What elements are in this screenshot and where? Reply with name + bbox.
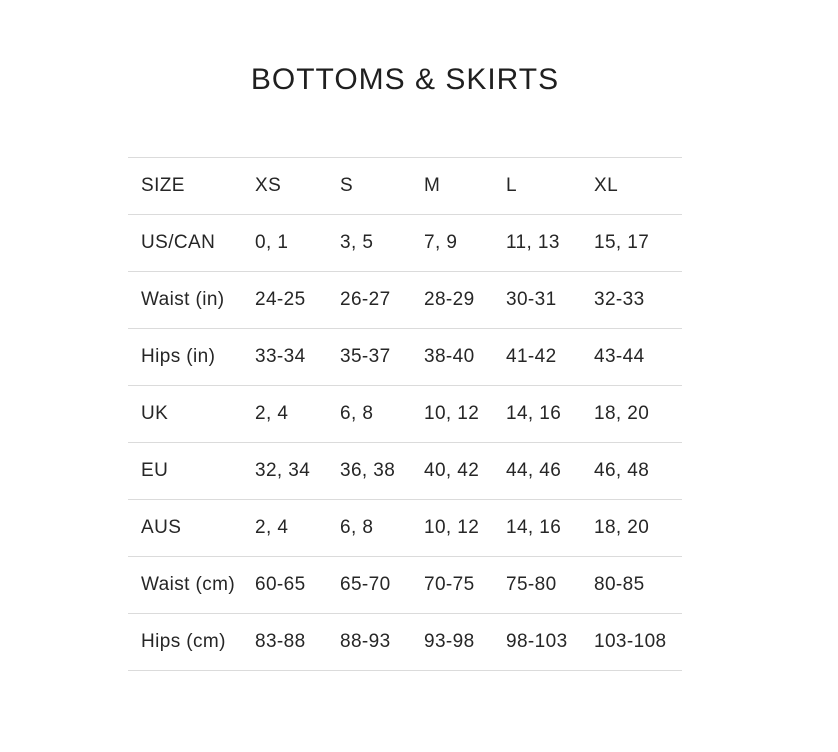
table-row [128,443,682,500]
table-cell: 14, 16 [506,386,594,443]
table-cell: 35-37 [340,329,424,386]
table-cell: 75-80 [506,557,594,614]
row-label: EU [128,443,255,500]
table-cell: 43-44 [594,329,682,386]
column-header-m: M [424,158,506,215]
size-chart-table [128,157,682,671]
table-cell: 60-65 [255,557,340,614]
table-cell: 32, 34 [255,443,340,500]
table-cell: 2, 4 [255,500,340,557]
table-cell: 18, 20 [594,386,682,443]
table-cell: 15, 17 [594,215,682,272]
table-cell: 98-103 [506,614,594,671]
table-cell: 6, 8 [340,386,424,443]
table-cell: 6, 8 [340,500,424,557]
table-cell: 18, 20 [594,500,682,557]
table-cell: 0, 1 [255,215,340,272]
table-cell: 83-88 [255,614,340,671]
table-cell: 41-42 [506,329,594,386]
table-row [128,215,682,272]
table-cell: 24-25 [255,272,340,329]
table-row [128,386,682,443]
table-cell: 33-34 [255,329,340,386]
row-label: US/CAN [128,215,255,272]
table-cell: 11, 13 [506,215,594,272]
column-header-l: L [506,158,594,215]
table-cell: 14, 16 [506,500,594,557]
table-cell: 80-85 [594,557,682,614]
row-label: Hips (cm) [128,614,255,671]
table-row [128,500,682,557]
row-label: Hips (in) [128,329,255,386]
column-header-s: S [340,158,424,215]
size-guide-content [128,0,682,671]
table-cell: 40, 42 [424,443,506,500]
row-label: Waist (cm) [128,557,255,614]
column-header-xs: XS [255,158,340,215]
table-cell: 10, 12 [424,386,506,443]
table-cell: 2, 4 [255,386,340,443]
table-row [128,272,682,329]
page-title: BOTTOMS & SKIRTS [250,63,560,96]
table-row [128,557,682,614]
table-cell: 44, 46 [506,443,594,500]
table-cell: 70-75 [424,557,506,614]
table-cell: 46, 48 [594,443,682,500]
column-header-xl: XL [594,158,682,215]
table-cell: 10, 12 [424,500,506,557]
table-cell: 26-27 [340,272,424,329]
table-cell: 28-29 [424,272,506,329]
table-cell: 36, 38 [340,443,424,500]
column-header-size: SIZE [128,158,255,215]
table-row [128,329,682,386]
row-label: UK [128,386,255,443]
table-cell: 30-31 [506,272,594,329]
table-cell: 7, 9 [424,215,506,272]
table-row [128,614,682,671]
row-label: Waist (in) [128,272,255,329]
table-cell: 3, 5 [340,215,424,272]
table-cell: 103-108 [594,614,682,671]
row-label: AUS [128,500,255,557]
table-cell: 38-40 [424,329,506,386]
table-cell: 65-70 [340,557,424,614]
table-cell: 93-98 [424,614,506,671]
table-header-row [128,158,682,215]
table-cell: 32-33 [594,272,682,329]
table-cell: 88-93 [340,614,424,671]
